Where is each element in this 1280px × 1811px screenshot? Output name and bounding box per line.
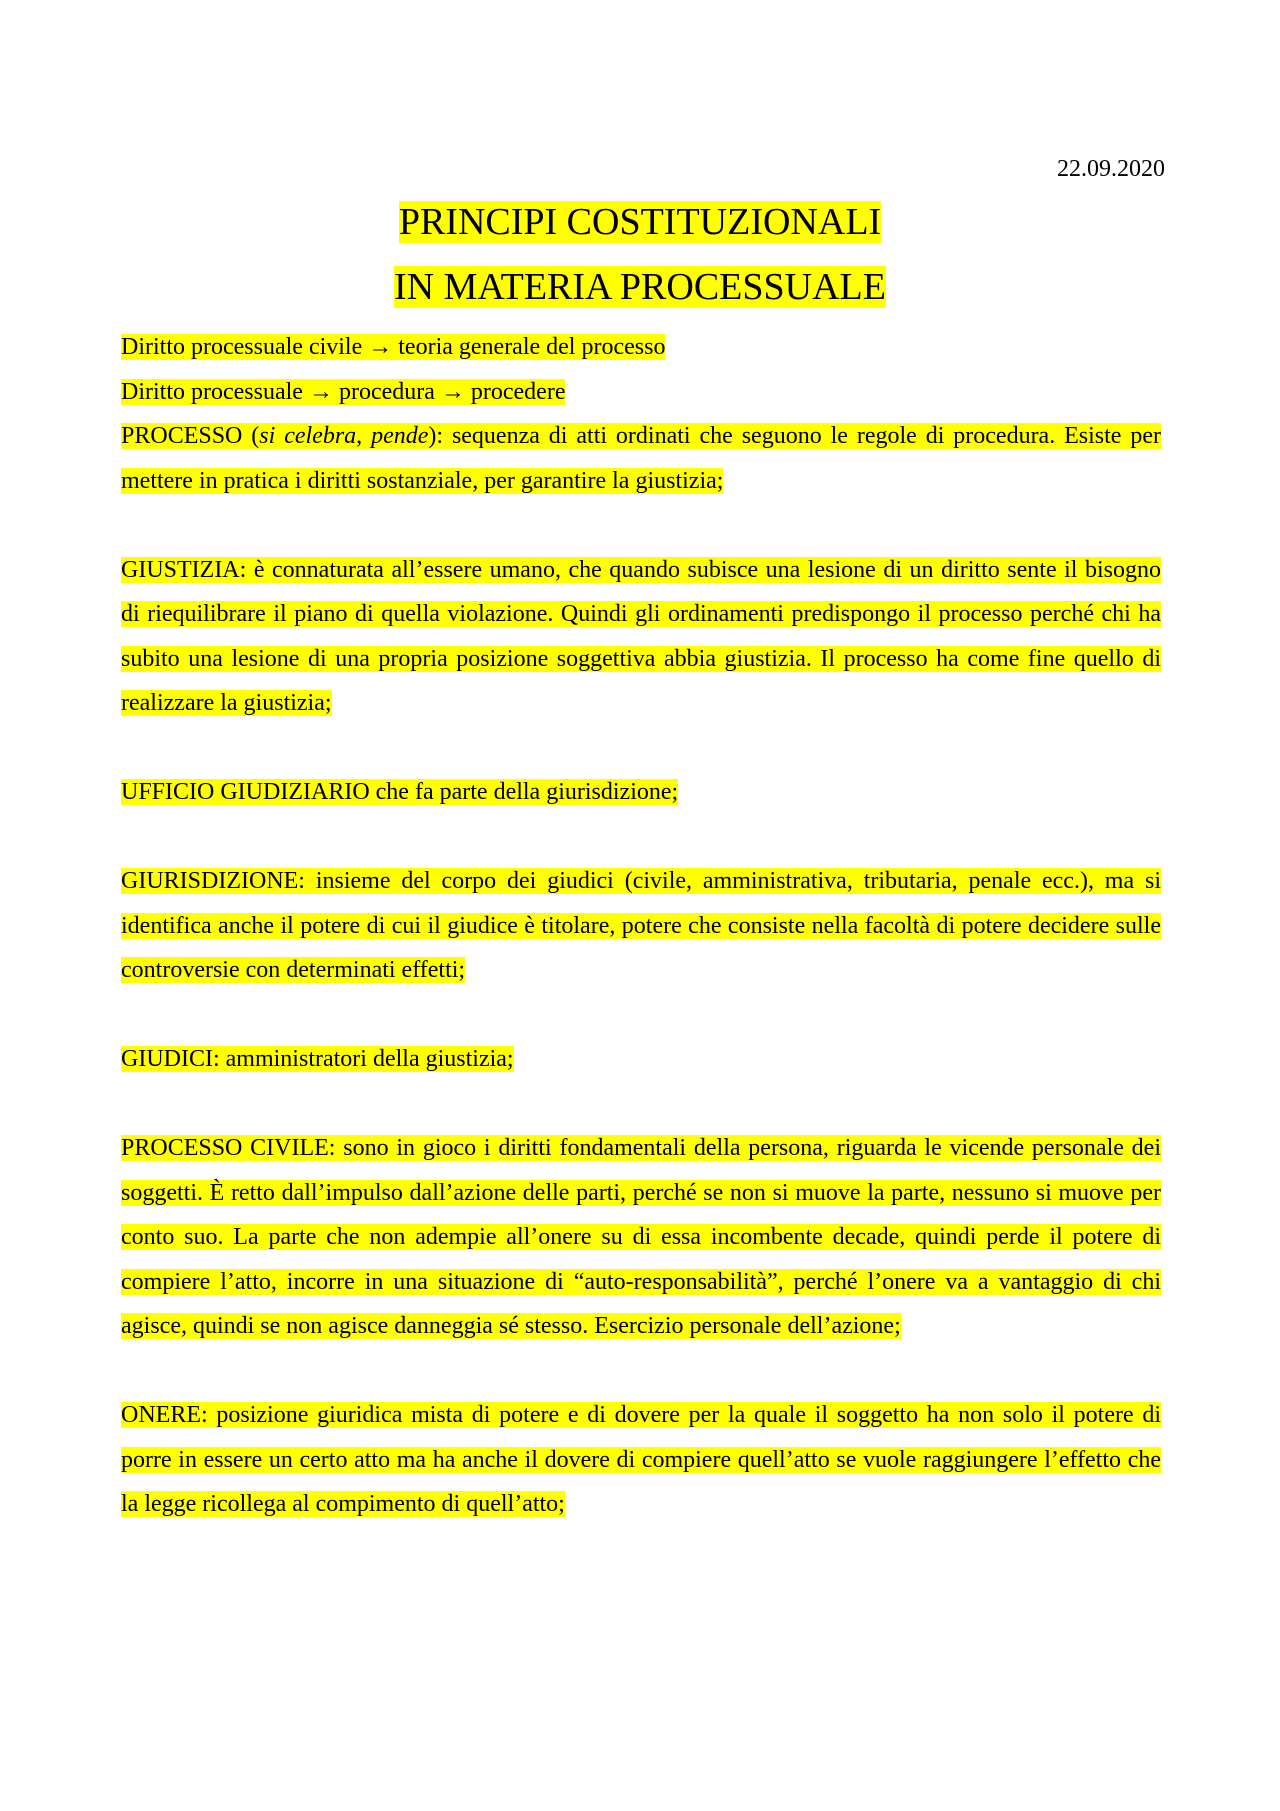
document-body — [121, 325, 1161, 1571]
giudici-text: GIUDICI: amministratori della giustizia; — [121, 1046, 514, 1072]
processo-italic: si celebra, pende — [259, 423, 429, 449]
ufficio-text: UFFICIO GIUDIZIARIO che fa parte della giurisdizione; — [121, 779, 679, 805]
giustizia-text: GIUSTIZIA: è connaturata all’essere umano, che quando subisce una lesione di un diritto sente il bisogno di riequilibrare il piano di quella violazione. Quindi gli ordinamenti predispongo il processo perché chi ha subito una lesione di una propria posizione soggettiva abbia giustizia. Il processo ha come fine quello di realizzare la giustizia; — [121, 556, 1161, 716]
paragraph-giudici — [121, 1037, 1161, 1082]
paragraph-ufficio — [121, 770, 1161, 815]
processo-text: ): sequenza di atti ordinati che seguono le regole di procedura. Esiste per mettere in pratica i diritti sostanziale, per garantire la giustizia; — [121, 423, 1161, 494]
intro-line-2-text: Diritto processuale → procedura → procedere — [121, 378, 566, 405]
paragraph-giustizia — [121, 548, 1161, 726]
title-line-2-text: IN MATERIA PROCESSUALE — [394, 266, 886, 308]
title-line-1-text: PRINCIPI COSTITUZIONALI — [398, 201, 882, 243]
intro-line-1-text: Diritto processuale civile → teoria generale del processo — [121, 334, 666, 360]
document-date: 22.09.2020 — [1057, 156, 1165, 182]
paragraph-giurisdizione — [121, 859, 1161, 993]
processo-civile-text: PROCESSO CIVILE: sono in gioco i diritti fondamentali della persona, riguarda le vicende personale dei soggetti. È retto dall’impulso dall’azione delle parti, perché se non si muove la parte, nessuno si muove per conto suo. La parte che non adempie all’onere su di essa incombente decade, quindi perde il potere di compiere l’atto, incorre in una situazione di “auto-responsabilità”, perché l’onere va a vantaggio di chi agisce, quindi se non agisce danneggia sé stesso. Esercizio personale dell’azione; — [121, 1135, 1161, 1339]
paragraph-processo — [121, 414, 1161, 503]
title-line-1 — [0, 200, 1280, 244]
title-line-2 — [0, 265, 1280, 309]
processo-term: PROCESSO ( — [121, 423, 260, 449]
paragraph-processo-civile — [121, 1126, 1161, 1349]
paragraph-onere — [121, 1393, 1161, 1527]
intro-line-1 — [121, 325, 1161, 370]
giurisdizione-text: GIURISDIZIONE: insieme del corpo dei giudici (civile, amministrativa, tributaria, penale ecc.), ma si identifica anche il potere di cui il giudice è titolare, potere che consiste nella facoltà di potere decidere sulle controversie con determinati effetti; — [121, 868, 1161, 983]
intro-line-2 — [121, 370, 1161, 415]
onere-text: ONERE: posizione giuridica mista di potere e di dovere per la quale il soggetto ha non solo il potere di porre in essere un certo atto ma ha anche il dovere di compiere quell’atto se vuole raggiungere l’effetto che la legge ricollega al compimento di quell’atto; — [121, 1402, 1161, 1517]
